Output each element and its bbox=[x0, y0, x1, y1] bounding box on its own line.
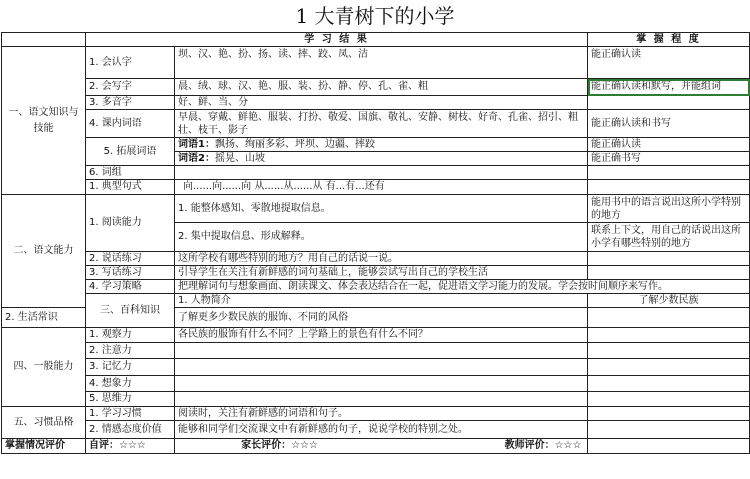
row-label: 2. 生活常识 bbox=[2, 308, 86, 328]
table-row bbox=[2, 79, 750, 96]
table-row bbox=[2, 343, 750, 359]
word-group-2-label: 词语2： bbox=[178, 152, 215, 164]
row-label: 5. 拓展词语 bbox=[86, 138, 175, 166]
row-mastery bbox=[588, 252, 750, 266]
row-label: 4. 课内词语 bbox=[86, 110, 175, 138]
parent-teacher-evaluation bbox=[175, 439, 588, 454]
row-label: 1. 阅读能力 bbox=[86, 195, 175, 252]
row-mastery: 能正确认读 bbox=[588, 138, 750, 152]
row-content: 把理解词句与想象画面、朗读课文、体会表达结合在一起，促进语文学习能力的发展。学会按时间顺序来写作。 bbox=[175, 280, 750, 294]
header-blank-cell bbox=[2, 33, 86, 47]
row-label: 2. 情感态度价值 bbox=[86, 421, 175, 439]
table-row bbox=[2, 195, 750, 223]
table-row bbox=[2, 166, 750, 180]
parent-evaluation: 家长评价：☆☆☆ bbox=[241, 440, 318, 451]
row-label: 4. 想象力 bbox=[86, 376, 175, 392]
row-content bbox=[175, 152, 588, 166]
section-chinese-ability: 二、语文能力 bbox=[2, 195, 86, 308]
table-row bbox=[2, 96, 750, 110]
row-mastery bbox=[588, 376, 750, 392]
row-content: 坝、汉、艳、扮、扬、读、摔、跤、凤、洁 bbox=[175, 47, 588, 79]
row-mastery: 能用书中的语言说出这所小学特别的地方 bbox=[588, 195, 750, 223]
row-content: 能够和同学们交流课文中有新鲜感的句子，说说学校的特别之处。 bbox=[175, 421, 588, 439]
table-row bbox=[2, 407, 750, 421]
row-label: 5. 思维力 bbox=[86, 392, 175, 407]
row-label: 1. 观察力 bbox=[86, 328, 175, 343]
table-row bbox=[2, 421, 750, 439]
teacher-evaluation: 教师评价：☆☆☆ bbox=[504, 440, 582, 451]
row-mastery bbox=[588, 359, 750, 376]
word-group-1: 飘扬、绚丽多彩、坪坝、边疆、摔跤 bbox=[214, 138, 375, 150]
table-row bbox=[2, 294, 750, 308]
learning-results-table bbox=[1, 32, 750, 454]
header-row bbox=[2, 33, 750, 47]
row-mastery bbox=[588, 328, 750, 343]
row-mastery: 能正确认读 bbox=[588, 47, 750, 79]
row-content bbox=[175, 359, 588, 376]
row-content bbox=[175, 376, 588, 392]
table-row bbox=[2, 180, 750, 195]
row-label: 4. 学习策略 bbox=[86, 280, 175, 294]
row-content: 引导学生在关注有新鲜感的词句基础上，能够尝试写出自己的学校生活 bbox=[175, 266, 588, 280]
section-encyclopedia: 三、百科知识 bbox=[86, 294, 175, 328]
row-label: 3. 记忆力 bbox=[86, 359, 175, 376]
header-results: 学 习 结 果 bbox=[86, 33, 588, 47]
row-content bbox=[175, 343, 588, 359]
header-mastery: 掌 握 程 度 bbox=[588, 33, 750, 47]
row-mastery bbox=[588, 407, 750, 421]
row-label: 2. 说话练习 bbox=[86, 252, 175, 266]
row-content: 阅读时，关注有新鲜感的词语和句子。 bbox=[175, 407, 588, 421]
page-title: 1 大青树下的小学 bbox=[295, 4, 455, 28]
row-mastery: 能正确书写 bbox=[588, 152, 750, 166]
row-content bbox=[175, 166, 588, 180]
row-mastery bbox=[588, 166, 750, 180]
table-row bbox=[2, 110, 750, 138]
row-mastery bbox=[588, 266, 750, 280]
table-row bbox=[2, 138, 750, 152]
evaluation-label: 掌握情况评价 bbox=[2, 439, 86, 454]
row-content bbox=[175, 138, 588, 152]
row-label: 1. 学习习惯 bbox=[86, 407, 175, 421]
row-mastery: 能正确认读和书写 bbox=[588, 110, 750, 138]
evaluation-row bbox=[2, 439, 750, 454]
row-mastery bbox=[588, 421, 750, 439]
row-mastery bbox=[588, 180, 750, 195]
row-content: 这所学校有哪些特别的地方？用自己的话说一说。 bbox=[175, 252, 588, 266]
table-row bbox=[2, 280, 750, 294]
row-content: 了解少数民族 bbox=[588, 294, 750, 308]
row-content: 1. 能整体感知、零散地提取信息。 bbox=[175, 195, 588, 223]
row-content: 2. 集中提取信息、形成解释。 bbox=[175, 223, 588, 252]
table-row bbox=[2, 392, 750, 407]
row-content: 好、鲜、当、分 bbox=[175, 96, 588, 110]
word-group-1-label: 词语1： bbox=[178, 138, 215, 150]
evaluation-blank bbox=[588, 439, 750, 454]
row-content: 向......向......向 从......从......从 有...有...还有 bbox=[175, 180, 588, 195]
row-label: 1. 人物简介 bbox=[175, 294, 588, 308]
row-label: 3. 写话练习 bbox=[86, 266, 175, 280]
row-label: 6. 词组 bbox=[86, 166, 175, 180]
word-group-2: 摇晃、山坡 bbox=[214, 152, 265, 164]
row-label: 1. 会认字 bbox=[86, 47, 175, 79]
selected-mastery-cell[interactable]: 能正确认读和默写，并能组词 bbox=[588, 79, 750, 96]
table-row bbox=[2, 359, 750, 376]
row-content bbox=[175, 392, 588, 407]
row-label: 2. 注意力 bbox=[86, 343, 175, 359]
self-evaluation: 自评：☆☆☆ bbox=[86, 439, 175, 454]
table-row bbox=[2, 47, 750, 79]
row-content: 各民族的服饰有什么不同？上学路上的景色有什么不同？ bbox=[175, 328, 588, 343]
table-row bbox=[2, 376, 750, 392]
table-row bbox=[2, 252, 750, 266]
row-mastery bbox=[588, 96, 750, 110]
section-habits: 五、习惯品格 bbox=[2, 407, 86, 439]
row-label: 1. 典型句式 bbox=[86, 180, 175, 195]
row-mastery bbox=[588, 343, 750, 359]
row-mastery: 联系上下文，用自己的话说出这所小学有哪些特别的地方 bbox=[588, 223, 750, 252]
row-label: 3. 多音字 bbox=[86, 96, 175, 110]
table-row bbox=[2, 266, 750, 280]
row-mastery bbox=[588, 392, 750, 407]
table-row bbox=[2, 328, 750, 343]
row-content: 晨、绒、球、汉、艳、服、装、扮、静、停、孔、雀、粗 bbox=[175, 79, 588, 96]
section-chinese-knowledge: 一、语文知识与技能 bbox=[2, 47, 86, 195]
row-content: 早晨、穿戴、鲜艳、服装、打扮、敬爱、国旗、敬礼、安静、树枝、好奇、孔雀、招引、粗壮、枝干、影子 bbox=[175, 110, 588, 138]
section-general: 四、一般能力 bbox=[2, 328, 86, 407]
row-content: 了解更多少数民族的服饰、不同的风俗 bbox=[175, 308, 588, 328]
row-label: 2. 会写字 bbox=[86, 79, 175, 96]
